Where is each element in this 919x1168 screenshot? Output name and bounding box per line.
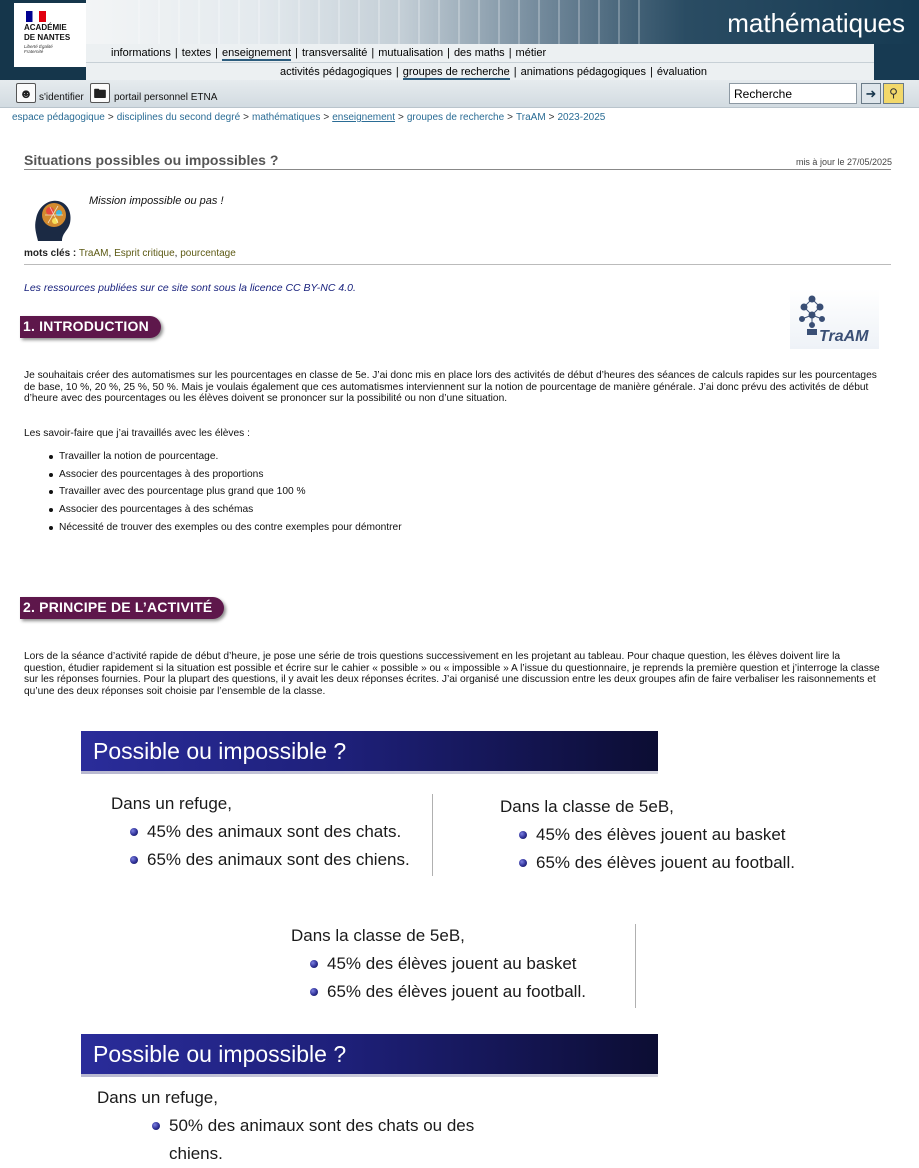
- slide-column-divider: [635, 924, 636, 1008]
- login-link[interactable]: s'identifier: [39, 92, 84, 103]
- keywords: mots clés : TraAM, Esprit critique, pourcentage: [24, 248, 236, 259]
- slide-heading: Dans la classe de 5eB,: [291, 926, 465, 945]
- slide-bullet: 45% des animaux sont des chats.: [111, 818, 410, 846]
- slide-title-shadow: [81, 771, 658, 774]
- slide-bullet: 50% des animaux sont des chats ou des chiens.: [133, 1112, 493, 1168]
- breadcrumb-separator: >: [323, 112, 330, 123]
- slide1-left-column: [111, 790, 410, 874]
- nav-enseignement[interactable]: enseignement: [222, 47, 292, 59]
- keywords-label: mots clés :: [24, 248, 77, 259]
- toolbar: [0, 80, 919, 108]
- license-notice: Les ressources publiées sur ce site sont sous la licence CC BY-NC 4.0.: [24, 282, 356, 294]
- list-item: Associer des pourcentages à des proportions: [47, 469, 402, 487]
- nav-mutualisation[interactable]: mutualisation: [378, 47, 444, 59]
- section-principe-heading: 2. PRINCIPE DE L’ACTIVITÉ: [20, 597, 224, 619]
- nav-informations[interactable]: informations: [111, 47, 171, 59]
- slide-title-shadow: [81, 1074, 658, 1077]
- nav-separator: |: [371, 47, 375, 59]
- portal-link[interactable]: portail personnel ETNA: [114, 92, 218, 103]
- breadcrumb-item[interactable]: espace pédagogique: [12, 112, 105, 123]
- nav-separator: |: [650, 66, 653, 78]
- nav-separator: |: [447, 47, 450, 59]
- slide-title-bar: Possible ou impossible ?: [81, 731, 658, 771]
- nav-textes[interactable]: textes: [181, 47, 212, 59]
- breadcrumb-item[interactable]: 2023-2025: [557, 112, 606, 123]
- keywords-divider: [24, 264, 891, 265]
- secondary-nav: [86, 62, 874, 80]
- update-date: mis à jour le 27/05/2025: [795, 157, 892, 167]
- keyword-link[interactable]: TraAM: [78, 248, 109, 259]
- logo-line1: ACADÉMIE: [24, 23, 67, 32]
- list-item: Travailler avec des pourcentage plus grand que 100 %: [47, 486, 402, 504]
- marianne-flag-icon: [26, 11, 46, 22]
- search-input[interactable]: [729, 83, 857, 104]
- article-subtitle: Mission impossible ou pas !: [89, 195, 224, 207]
- slide-title-bar: Possible ou impossible ?: [81, 1034, 658, 1074]
- slide-bullet: 45% des élèves jouent au basket: [291, 950, 586, 978]
- breadcrumb: [12, 112, 605, 123]
- nav-activites-pedagogiques[interactable]: activités pédagogiques: [280, 66, 392, 78]
- header-decoration: [120, 0, 640, 44]
- nav-separator: |: [508, 47, 512, 59]
- breadcrumb-item[interactable]: TraAM: [516, 112, 546, 123]
- principe-paragraph: Lors de la séance d’activité rapide de début d’heure, je pose une série de trois questions successivement en les projetant au tableau. Pour chaque question, les élèves doivent lire la question, étudier rapidement si la situation est possible et écrire sur le cahier « possible » ou « impossible » A l’issue du questionnaire, je reprends la première question et j’interroge la classe sur les réponses fournies. Pour la plupart des questions, il y avait les deux réponses écrites. J’ai organisé une discussion entre les deux groupes afin de faire verbaliser les raisonnements et qu’une des deux réponses soit choisie par l’ensemble de la classe.: [24, 651, 880, 697]
- nav-separator: |: [513, 66, 517, 78]
- slide-bullet: 45% des élèves jouent au basket: [500, 821, 795, 849]
- nav-separator: |: [174, 47, 178, 59]
- logo-line2: DE NANTES: [24, 33, 71, 42]
- title-divider: [24, 169, 891, 170]
- nav-groupes-de-recherche[interactable]: groupes de recherche: [402, 66, 510, 78]
- nav-metier[interactable]: métier: [515, 47, 547, 59]
- slide1-right-column: [500, 793, 795, 877]
- slide-bullet-partial: [133, 1112, 493, 1168]
- user-icon[interactable]: ☻: [16, 83, 36, 103]
- slide-heading: Dans un refuge,: [97, 1088, 218, 1107]
- breadcrumb-separator: >: [243, 112, 249, 123]
- traam-logo: [790, 289, 879, 349]
- list-item: Associer des pourcentages à des schémas: [47, 504, 402, 522]
- site-title: mathématiques: [727, 8, 905, 38]
- nav-des-maths[interactable]: des maths: [453, 47, 505, 59]
- breadcrumb-item[interactable]: groupes de recherche: [406, 112, 505, 123]
- slide-heading: Dans la classe de 5eB,: [500, 797, 674, 816]
- slide-column-divider: [432, 794, 433, 876]
- breadcrumb-separator: >: [107, 112, 114, 123]
- slide2-column: [291, 922, 586, 1006]
- magnifier-icon[interactable]: ⚲: [883, 83, 904, 104]
- logo-motto: Liberté Égalité Fraternité: [24, 44, 53, 54]
- primary-nav: [86, 44, 874, 62]
- breadcrumb-separator: >: [398, 112, 404, 123]
- keyword-link[interactable]: Esprit critique: [114, 248, 175, 259]
- keyword-link[interactable]: pourcentage: [180, 248, 236, 259]
- header-right-band: [874, 44, 919, 80]
- breadcrumb-item[interactable]: mathématiques: [251, 112, 321, 123]
- slide-bullet: 65% des élèves jouent au football.: [291, 978, 586, 1006]
- breadcrumb-item[interactable]: disciplines du second degré: [116, 112, 241, 123]
- academy-logo[interactable]: [14, 3, 86, 67]
- intro-paragraph: Je souhaitais créer des automatismes sur les pourcentages en classe de 5e. J’ai donc mis en place lors des activités de début d’heures des séances de calculs rapides sur les pourcentages de base, 10 %, 20 %, 25 %, 50 %. Mais je voulais également que ces automatismes interviennent sur la notion de pourcentage de manière générale. J’ai donc prévu des activités de début d’heure avec des pourcentages ou les élèves doivent se prononcer sur la possibilité ou non d’une situation.: [24, 370, 877, 404]
- slide-heading: Dans un refuge,: [111, 794, 232, 813]
- nav-separator: |: [395, 66, 399, 78]
- slide-bullet: 65% des animaux sont des chiens.: [111, 846, 410, 874]
- breadcrumb-item[interactable]: enseignement: [332, 112, 396, 123]
- search-submit-arrow-icon[interactable]: ➜: [861, 83, 881, 104]
- nav-separator: |: [215, 47, 218, 59]
- breadcrumb-separator: >: [548, 112, 555, 123]
- skills-intro: Les savoir-faire que j’ai travaillés avec les élèves :: [24, 428, 250, 439]
- list-item: Travailler la notion de pourcentage.: [47, 451, 402, 469]
- page-title: Situations possibles ou impossibles ?: [24, 152, 279, 168]
- list-item: Nécessité de trouver des exemples ou des contre exemples pour démontrer: [47, 522, 402, 540]
- breadcrumb-separator: >: [507, 112, 514, 123]
- section-introduction-heading: 1. INTRODUCTION: [20, 316, 161, 338]
- nav-transversalite[interactable]: transversalité: [301, 47, 368, 59]
- svg-text:TraAM: TraAM: [819, 328, 869, 345]
- brain-head-icon: [28, 193, 76, 245]
- nav-separator: |: [295, 47, 298, 59]
- folder-icon[interactable]: 🖿: [90, 83, 110, 103]
- nav-animations-pedagogiques[interactable]: animations pédagogiques: [520, 66, 647, 78]
- nav-evaluation[interactable]: évaluation: [656, 66, 708, 78]
- slide-bullet: 65% des élèves jouent au football.: [500, 849, 795, 877]
- slide3-column: [97, 1084, 218, 1112]
- skills-list: [47, 451, 402, 539]
